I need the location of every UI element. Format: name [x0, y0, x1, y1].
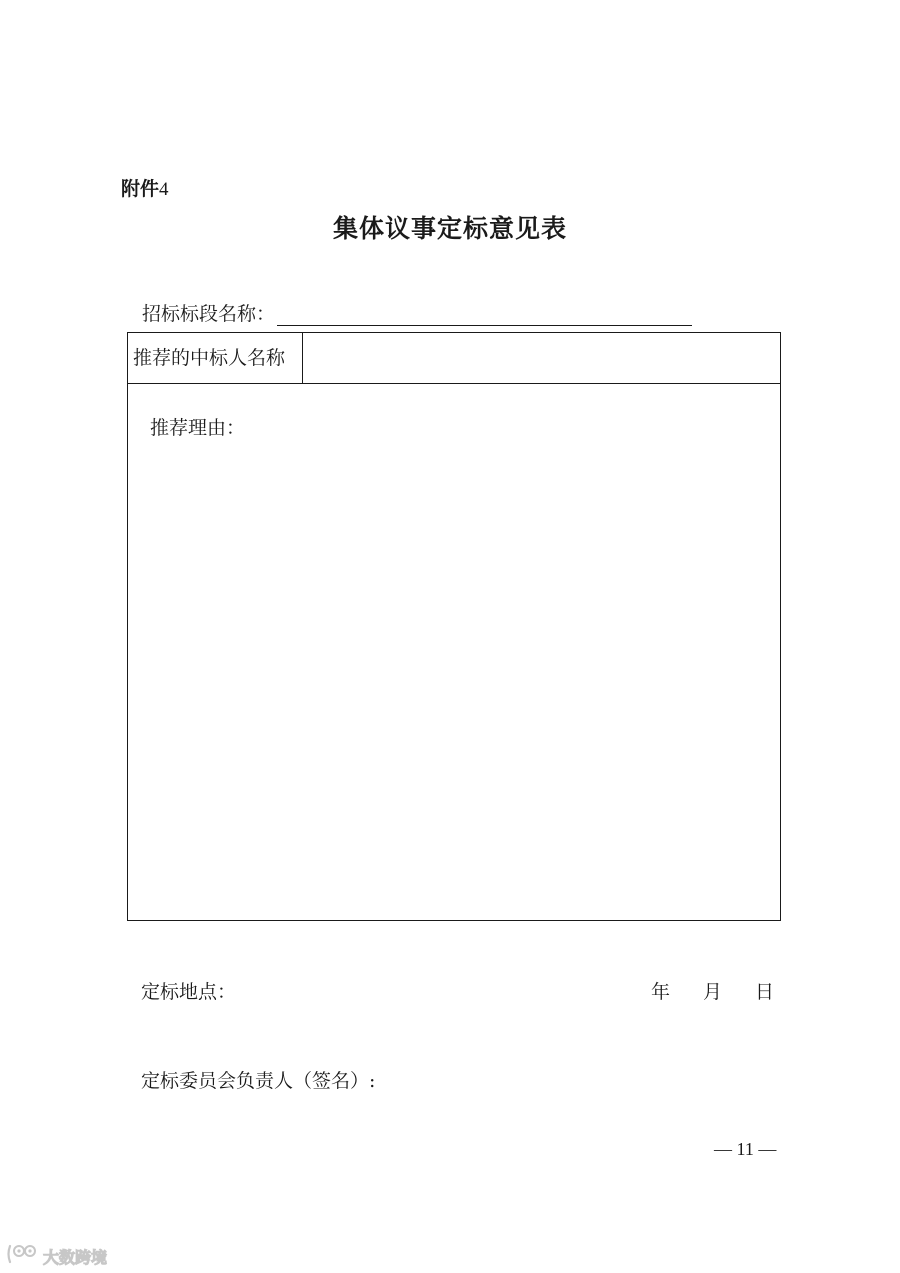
recommended-winner-row: [128, 333, 780, 384]
recommendation-reason-label: 推荐理由：: [150, 417, 246, 439]
section-name-blank[interactable]: [277, 303, 692, 326]
page-number: — 11 —: [714, 1139, 777, 1159]
section-name-label: 招标标段名称：: [142, 303, 276, 325]
watermark: [6, 1243, 107, 1269]
section-name-field: [142, 299, 692, 326]
attachment-prefix: 附件: [121, 178, 160, 200]
recommended-winner-cell[interactable]: [304, 333, 780, 383]
recommended-winner-label: 推荐的中标人名称: [128, 333, 303, 383]
recommendation-reason-cell[interactable]: [128, 384, 780, 920]
date-day-label: 日: [755, 981, 775, 1003]
opinion-form-table: [127, 332, 781, 921]
document-title: 集体议事定标意见表: [332, 214, 567, 243]
watermark-text: 大数跨境: [43, 1247, 108, 1267]
location-label: 定标地点：: [141, 981, 237, 1003]
attachment-label: [121, 174, 169, 201]
committee-signer-label: 定标委员会负责人（签名）:: [141, 1070, 376, 1092]
date-month-label: 月: [703, 981, 723, 1003]
date-year-label: 年: [651, 981, 671, 1003]
attachment-number: 4: [159, 179, 169, 200]
watermark-logo-icon: [6, 1243, 40, 1269]
